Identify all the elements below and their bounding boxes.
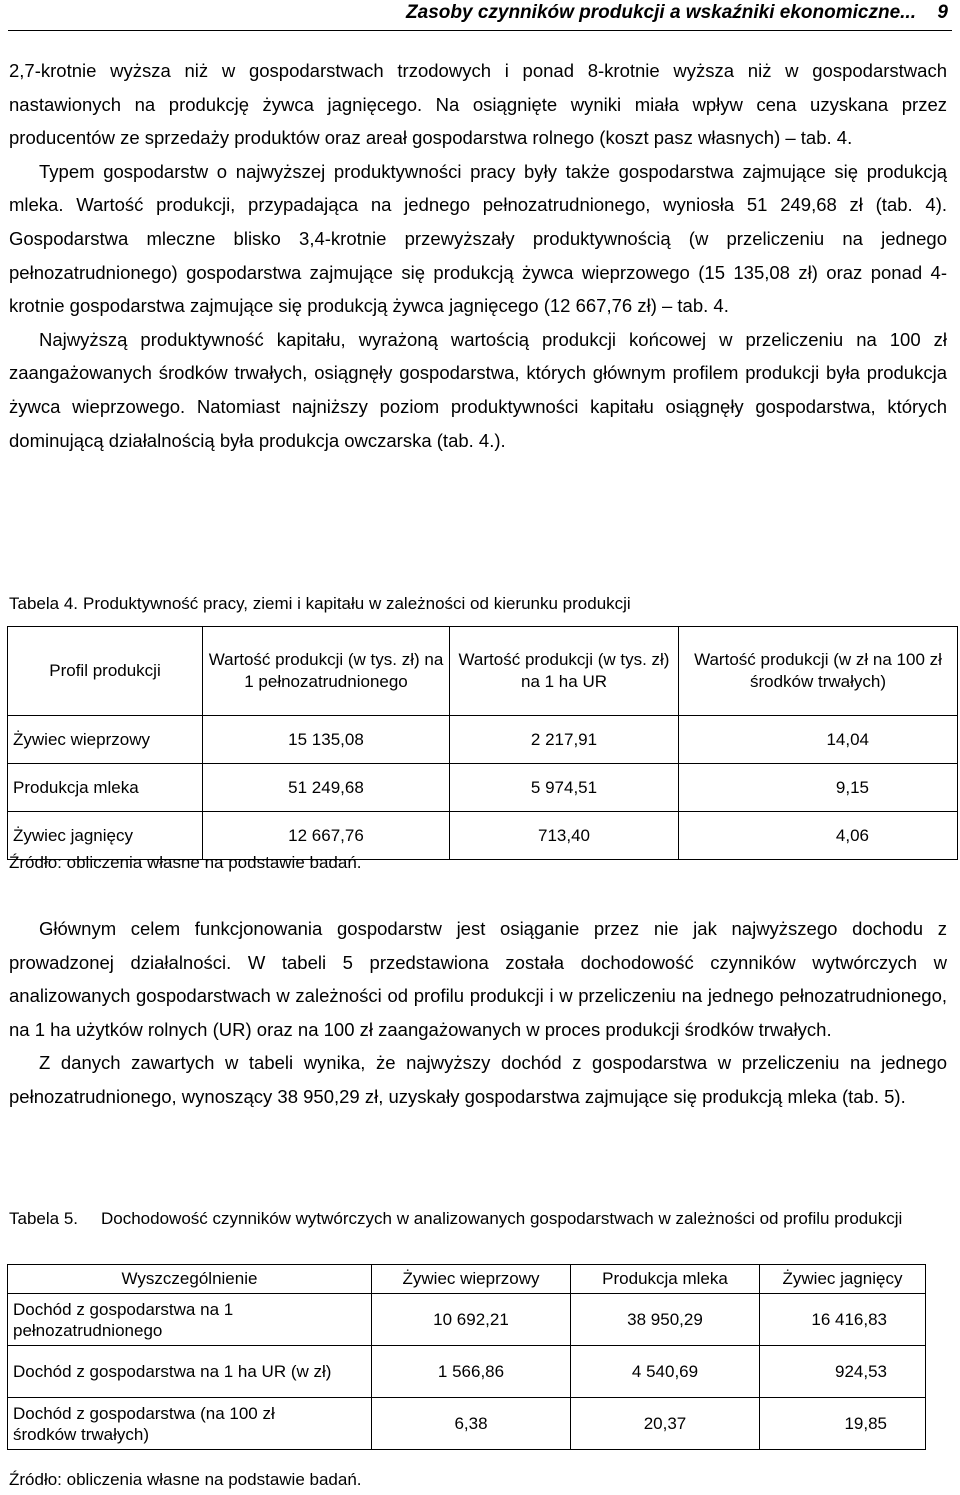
paragraph-4: Głównym celem funkcjonowania gospodarstw jest osiąganie przez nie jak najwyższego dochodu z prowadzonej działalności. W tabeli 5 przedstawiona została dochodowość czynników wytwórczych w analizowanych gospodarstwach w zależności od profilu produkcji i w przeliczeniu na jednego pełnozatrudnionego, na 1 ha użytków rolnych (UR) oraz na 100 zł zaangażowanych w proces produkcji środków trwałych. [9, 918, 947, 1040]
table4-cell: 15 135,08 [203, 716, 450, 764]
page-number: 9 [937, 2, 948, 23]
table4-cell: 51 249,68 [203, 764, 450, 812]
table-4 [7, 626, 958, 860]
table4-header-cell: Wartość produkcji (w zł na 100 zł środków trwałych) [679, 627, 958, 716]
table-row [8, 764, 958, 812]
table5-caption [9, 1208, 954, 1230]
table4-cell: 14,04 [679, 716, 958, 764]
table-row [8, 1398, 926, 1450]
table4-source: Źródło: obliczenia własne na podstawie badań. [9, 853, 362, 872]
table5-cell: 10 692,21 [372, 1294, 571, 1346]
table-row [8, 716, 958, 764]
table5-header-cell: Żywiec jagnięcy [760, 1265, 926, 1294]
running-title: Zasoby czynników produkcji a wskaźniki ekonomiczne... [406, 2, 916, 23]
table-row [8, 1294, 926, 1346]
table-row [8, 1346, 926, 1398]
table5-header-cell: Żywiec wieprzowy [372, 1265, 571, 1294]
table5-cell: 38 950,29 [571, 1294, 760, 1346]
table4-header-cell: Profil produkcji [8, 627, 203, 716]
table4-cell: 5 974,51 [450, 764, 679, 812]
table5-caption-text: Dochodowość czynników wytwórczych w analizowanych gospodarstwach w zależności od profilu produkcji [101, 1209, 903, 1228]
table4-cell: 4,06 [679, 812, 958, 860]
table5-header-cell: Produkcja mleka [571, 1265, 760, 1294]
table4-label: Tabela 4. [9, 594, 78, 613]
table4-header-row [8, 627, 958, 716]
table4-header-cell: Wartość produkcji (w tys. zł) na 1 pełnozatrudnionego [203, 627, 450, 716]
table4-cell: 9,15 [679, 764, 958, 812]
running-header [8, 0, 952, 31]
table4-cell: 2 217,91 [450, 716, 679, 764]
table5-cell: 4 540,69 [571, 1346, 760, 1398]
paragraph-3: Najwyższą produktywność kapitału, wyrażoną wartością produkcji końcowej w przeliczeniu na 100 zł zaangażowanych środków trwałych, osiągnęły gospodarstwa, których głównym profilem produkcji była produkcja żywca wieprzowego. Natomiast najniższy poziom produktywności kapitału osiągnęły gospodarstwa, których dominującą działalnością była produkcja owczarska (tab. 4.). [9, 328, 947, 451]
table5-label: Tabela 5. [9, 1209, 78, 1228]
paragraph-1: 2,7-krotnie wyższa niż w gospodarstwach trzodowych i ponad 8-krotnie wyższa niż w gospodarstwach nastawionych na produkcję żywca jagnięcego. Na osiągnięte wyniki miała wpływ cena uzyskana przez producentów ze sprzedaży produktów oraz areał gospodarstwa rolnego (koszt pasz własnych) – tab. 4. [9, 60, 947, 149]
table5-cell: 1 566,86 [372, 1346, 571, 1398]
table5-cell: 6,38 [372, 1398, 571, 1450]
paragraph-5: Z danych zawartych w tabeli wynika, że najwyższy dochód z gospodarstwa w przeliczeniu na jednego pełnozatrudnionego, wynoszący 38 950,29 zł, uzyskały gospodarstwa zajmujące się produkcją mleka (tab. 5). [9, 1052, 947, 1107]
table5-cell: Dochód z gospodarstwa na 1 ha UR (w zł) [8, 1346, 372, 1398]
table4-header-cell: Wartość produkcji (w tys. zł) na 1 ha UR [450, 627, 679, 716]
table5-cell: 924,53 [760, 1346, 926, 1398]
table5-cell: 16 416,83 [760, 1294, 926, 1346]
table5-header-cell: Wyszczególnienie [8, 1265, 372, 1294]
table5-cell: Dochód z gospodarstwa (na 100 zł środków trwałych) [8, 1398, 372, 1450]
table5-cell: Dochód z gospodarstwa na 1 pełnozatrudnionego [8, 1294, 372, 1346]
table5-header-row [8, 1265, 926, 1294]
table4-caption [9, 593, 631, 615]
paragraph-2: Typem gospodarstw o najwyższej produktywności pracy były także gospodarstwa zajmujące się produkcją mleka. Wartość produkcji, przypadająca na jednego pełnozatrudnionego, wyniosła 51 249,68 zł (tab. 4). Gospodarstwa mleczne blisko 3,4-krotnie przewyższały produktywnością (w przeliczeniu na jednego pełnozatrudnionego) gospodarstwa zajmujące się produkcją żywca wieprzowego (15 135,08 zł) oraz ponad 4-krotnie gospodarstwa zajmujące się produkcją żywca jagnięcego (12 667,76 zł) – tab. 4. [9, 160, 947, 317]
body-text-top [9, 54, 947, 457]
table5-source: Źródło: obliczenia własne na podstawie badań. [9, 1470, 362, 1489]
table4-cell: Produkcja mleka [8, 764, 203, 812]
table4-cell: Żywiec wieprzowy [8, 716, 203, 764]
table-5 [7, 1264, 926, 1450]
table5-cell: 20,37 [571, 1398, 760, 1450]
body-text-bottom [9, 912, 947, 1114]
table5-cell: 19,85 [760, 1398, 926, 1450]
table4-cell: Żywiec jagnięcy [8, 812, 203, 860]
table4-cell: 713,40 [450, 812, 679, 860]
table4-caption-text: Produktywność pracy, ziemi i kapitału w zależności od kierunku produkcji [83, 594, 631, 613]
table4-cell: 12 667,76 [203, 812, 450, 860]
